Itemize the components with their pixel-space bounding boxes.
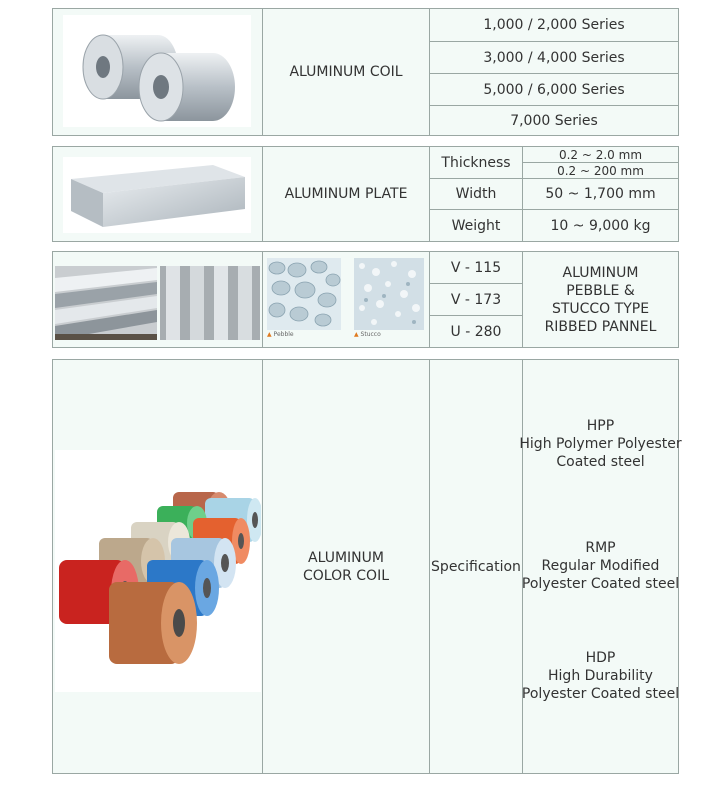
aluminum-coil-image	[63, 15, 251, 127]
spec-rmp: RMP Regular Modified Polyester Coated steel	[521, 540, 680, 592]
color-coil-image	[55, 450, 261, 692]
plate-name: ALUMINUM PLATE	[284, 186, 408, 202]
coil-series-1: 1,000 / 2,000 Series	[483, 17, 625, 33]
width-value: 50 ~ 1,700 mm	[545, 186, 656, 202]
panel-name: ALUMINUM PEBBLE & STUCCO TYPE RIBBED PANNEL	[544, 264, 657, 335]
spec-hpp: HPP High Polymer Polyester Coated steel	[519, 418, 682, 470]
coil-series-4: 7,000 Series	[510, 112, 598, 129]
weight-value: 10 ~ 9,000 kg	[550, 217, 651, 234]
coil-series-2: 3,000 / 4,000 Series	[483, 49, 625, 66]
spec-hdp: HDP High Durability Polyester Coated steel	[521, 650, 680, 702]
caption-triangle-icon: ▲	[354, 331, 359, 338]
thickness-value-1: 0.2 ~ 2.0 mm	[558, 147, 643, 162]
weight-label: Weight	[451, 217, 501, 234]
width-label: Width	[455, 186, 497, 202]
stucco-texture-image	[354, 258, 424, 330]
panel-model-1: V - 115	[450, 259, 502, 276]
aluminum-coil-table	[52, 8, 679, 136]
aluminum-plate-table	[52, 146, 679, 242]
pebble-caption: ▲ Pebble	[267, 331, 294, 338]
coil-series-3: 5,000 / 6,000 Series	[483, 81, 625, 98]
stucco-caption: ▲ Stucco	[354, 331, 381, 338]
specification-label: Specification	[431, 558, 521, 575]
ribbed-panel-image-1	[55, 266, 157, 340]
color-coil-name: ALUMINUM COLOR COIL	[302, 549, 390, 584]
panel-model-2: V - 173	[450, 291, 502, 308]
ribbed-panel-image-2	[160, 266, 260, 340]
ribbed-panel-table	[52, 251, 679, 348]
caption-triangle-icon: ▲	[267, 331, 272, 338]
thickness-value-2: 0.2 ~ 200 mm	[557, 163, 644, 178]
thickness-label: Thickness	[441, 154, 511, 171]
aluminum-plate-image	[63, 157, 251, 233]
color-coil-table	[52, 359, 682, 774]
coil-name: ALUMINUM COIL	[289, 64, 403, 80]
panel-model-3: U - 280	[450, 323, 502, 340]
pebble-texture-image	[267, 258, 341, 330]
